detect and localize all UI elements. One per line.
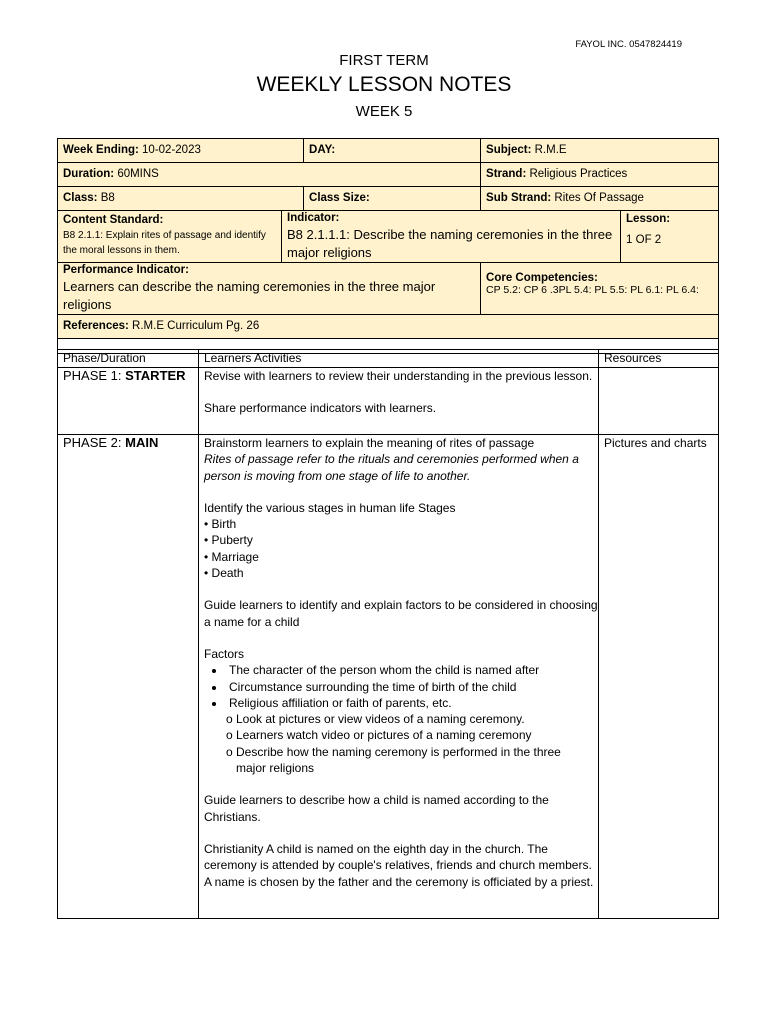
rites-definition: Rites of passage refer to the rituals and ceremonies performed when a person is moving from one stage of life to another. — [204, 452, 579, 483]
column-header-phase: Phase/Duration — [58, 350, 199, 368]
phase1-resources — [599, 368, 719, 435]
phase2-label: PHASE 2: MAIN — [58, 435, 199, 919]
week-ending-cell: Week Ending: 10-02-2023 — [58, 139, 304, 163]
phase1-activities: Revise with learners to review their understanding in the previous lesson. Share performance indicators with learners. — [199, 368, 599, 435]
column-header-activities: Learners Activities — [199, 350, 599, 368]
sub-item-continued: major religions — [236, 761, 315, 776]
phase2-activities: Brainstorm learners to explain the meaning of rites of passage Rites of passage refer to the rituals and ceremonies performed when a person is moving from one stage of life to another. Identify the various stages in human life Stages • Birth • Puberty • Marriage • Death Guide learners to identify and explain factors to be considered in choosing a name for a child Factors • The character of the person whom the child is named after • Circumstance surrounding the time of birth of the child • Religious affiliation or faith of parents, etc. o Look at pictures or view videos of a naming ceremony. o Learners watch video or pictures of a naming ceremony o Describe how the naming ceremony is performed in the three major religions Guide learners to describe how a child is named according to the Christians. Christianity A child is named on the eighth day in the church. The ceremony is attended by couple's relatives, friends and church members. A name is chosen by the father and the ceremony is officiated by a priest. — [199, 435, 599, 919]
class-cell: Class: B8 — [58, 187, 304, 211]
term-title: FIRST TERM — [339, 52, 429, 69]
stage-item: • Puberty — [204, 533, 253, 548]
sub-item: o Look at pictures or view videos of a naming ceremony. — [226, 712, 525, 727]
references-cell: References: R.M.E Curriculum Pg. 26 — [58, 315, 719, 339]
performance-indicator-cell: Performance Indicator: Learners can describe the naming ceremonies in the three major religions — [58, 263, 481, 315]
document-title-block — [0, 52, 768, 122]
stage-item: • Birth — [204, 517, 237, 532]
week-title: WEEK 5 — [355, 103, 413, 120]
lesson-count-cell: Lesson: 1 OF 2 — [621, 211, 719, 263]
factors-list — [204, 662, 598, 711]
day-cell: DAY: — [304, 139, 481, 163]
duration-cell: Duration: 60MINS — [58, 163, 481, 187]
column-header-resources: Resources — [599, 350, 719, 368]
phase2-resources: Pictures and charts — [599, 435, 719, 919]
factor-item: • The character of the person whom the child is named after — [226, 662, 598, 678]
phase1-label: PHASE 1: STARTER — [58, 368, 199, 435]
factor-item: • Circumstance surrounding the time of birth of the child — [226, 679, 598, 695]
indicator-cell: Indicator: B8 2.1.1.1: Describe the naming ceremonies in the three major religions — [282, 211, 621, 263]
main-title: WEEKLY LESSON NOTES — [256, 73, 512, 96]
content-standard-cell: Content Standard: B8 2.1.1: Explain rites of passage and identify the moral lessons in them. — [58, 211, 282, 263]
company-contact: FAYOL INC. 0547824419 — [575, 39, 682, 50]
sub-item: o Learners watch video or pictures of a naming ceremony — [226, 728, 532, 743]
strand-cell: Strand: Religious Practices — [481, 163, 719, 187]
factor-item: • Religious affiliation or faith of parents, etc. — [226, 695, 598, 711]
lesson-info-table — [57, 138, 719, 354]
stage-item: • Death — [204, 566, 244, 581]
sub-strand-cell: Sub Strand: Rites Of Passage — [481, 187, 719, 211]
sub-item: o Describe how the naming ceremony is performed in the three — [226, 744, 561, 759]
class-size-cell: Class Size: — [304, 187, 481, 211]
stage-item: • Marriage — [204, 549, 259, 564]
subject-cell: Subject: R.M.E — [481, 139, 719, 163]
core-competencies-cell: Core Competencies: CP 5.2: CP 6 .3PL 5.4: PL 5.5: PL 6.1: PL 6.4: — [481, 263, 719, 315]
lesson-phases-table — [57, 349, 719, 919]
